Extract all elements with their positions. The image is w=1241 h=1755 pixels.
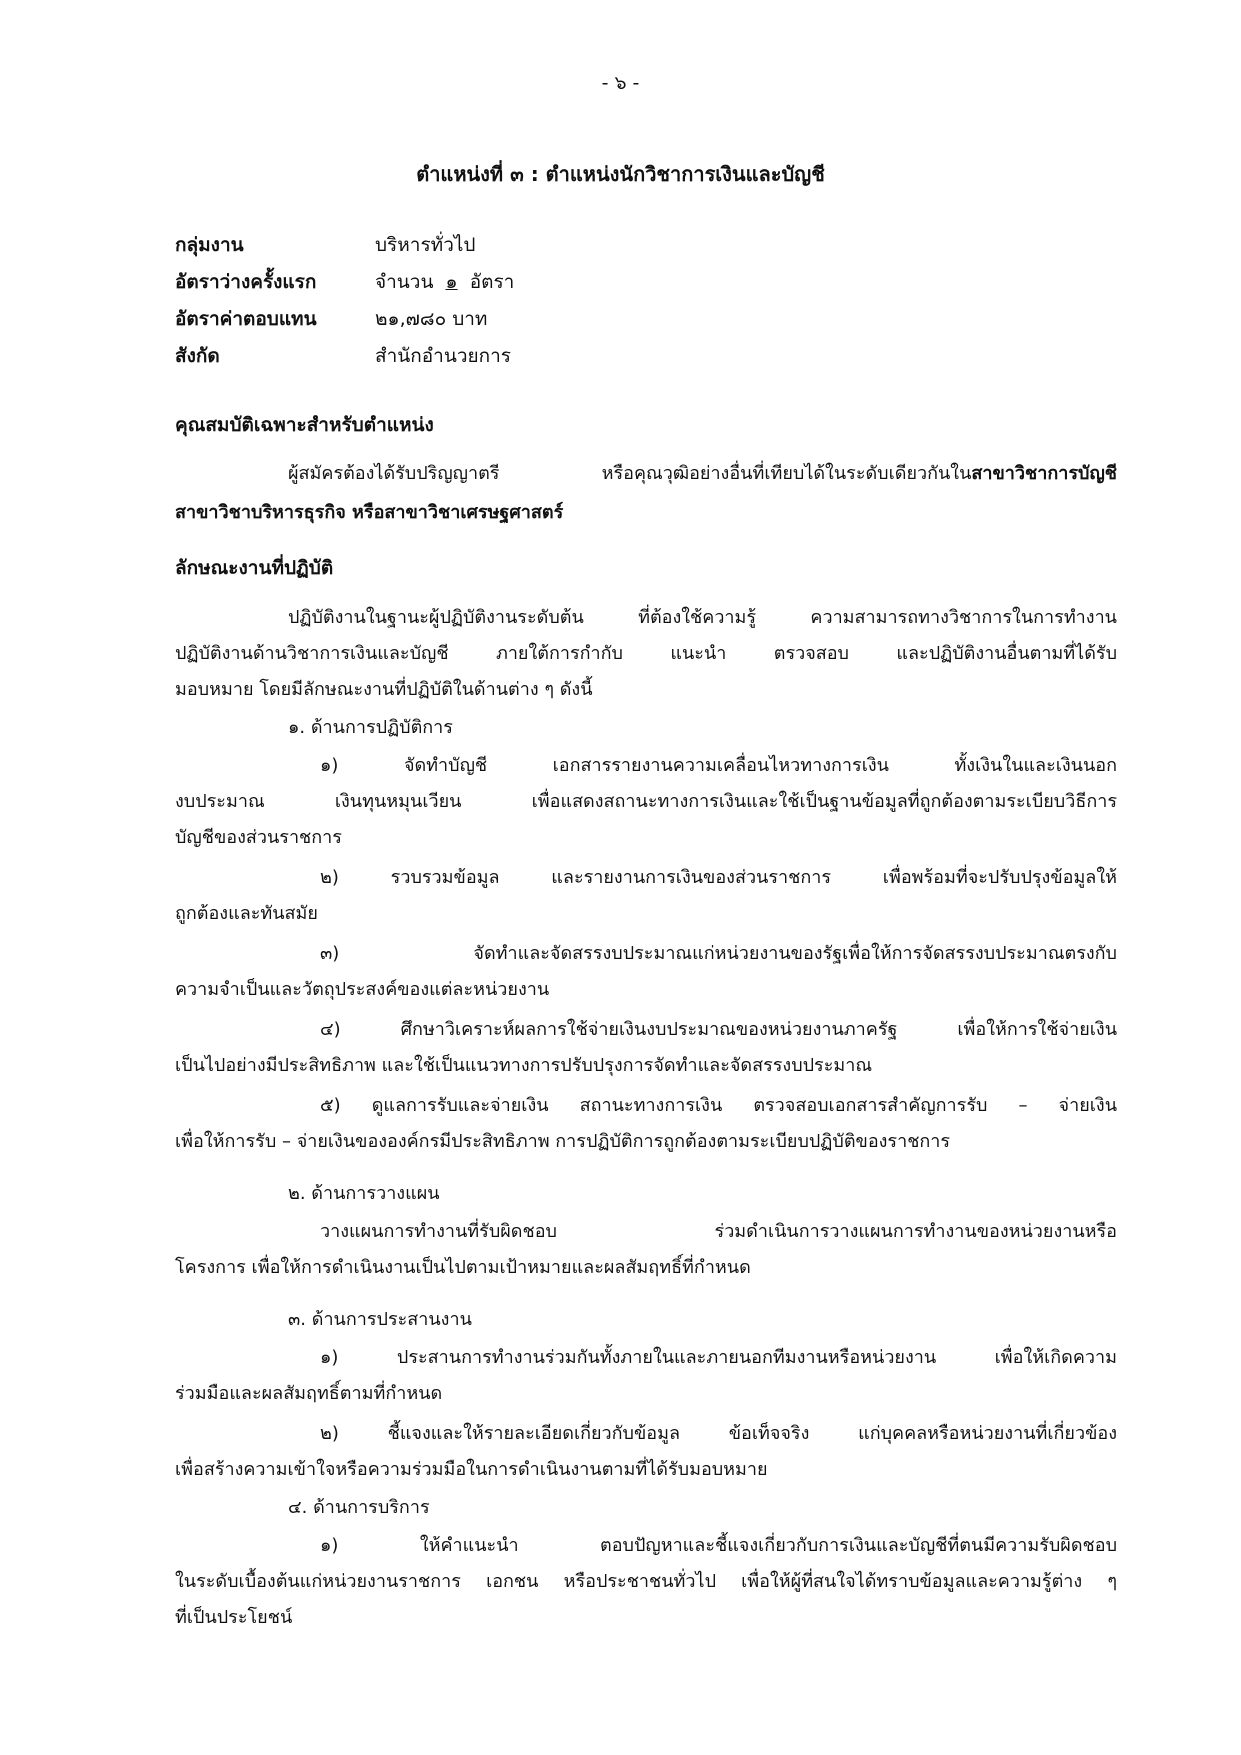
- section-1-item-3-line-2: ความจำเป็นและวัตถุประสงค์ของแต่ละหน่วยงาน: [175, 979, 550, 1000]
- salary-label: อัตราค่าตอบแทน: [175, 308, 317, 330]
- vacancy-label: อัตราว่างครั้งแรก: [175, 271, 317, 293]
- section-1-item-2-line-2: ถูกต้องและทันสมัย: [175, 903, 318, 924]
- vacancy-count: ๑: [445, 271, 458, 293]
- page-number: - ๖ -: [601, 72, 640, 94]
- vacancy-prefix: จำนวน: [375, 271, 434, 293]
- section-3-item-1-line-1: ๑) ประสานการทำงานร่วมกันทั้งภายในและภายนอกทีมงานหรือหน่วยงาน เพื่อให้เกิดความ: [320, 1347, 1117, 1368]
- info-row-unit: [175, 341, 511, 371]
- section-1-item-2-line-1: ๒) รวบรวมข้อมูล และรายงานการเงินของส่วนราชการ เพื่อพร้อมที่จะปรับปรุงข้อมูลให้: [320, 867, 1117, 888]
- qualifications-major-2: สาขาวิชาบริหารธุรกิจ หรือสาขาวิชาเศรษฐศาสตร์: [175, 502, 564, 523]
- info-row-salary: [175, 304, 487, 334]
- section-1-item-4-line-1: ๔) ศึกษาวิเคราะห์ผลการใช้จ่ายเงินงบประมาณของหน่วยงานภาครัฐ เพื่อให้การใช้จ่ายเงิน: [320, 1019, 1117, 1040]
- salary-value: ๒๑,๗๘๐ บาท: [375, 308, 488, 330]
- section-2-line-2: โครงการ เพื่อให้การดำเนินงานเป็นไปตามเป้าหมายและผลสัมฤทธิ์ที่กำหนด: [175, 1257, 751, 1278]
- group-label: กลุ่มงาน: [175, 234, 244, 256]
- section-1-item-1-line-1: ๑) จัดทำบัญชี เอกสารรายงานความเคลื่อนไหวทางการเงิน ทั้งเงินในและเงินนอก: [320, 755, 1117, 776]
- vacancy-value: [375, 271, 514, 293]
- section-4-item-1-line-2: ในระดับเบื้องต้นแก่หน่วยงานราชการ เอกชน หรือประชาชนทั่วไป เพื่อให้ผู้ที่สนใจได้ทราบข้อมูลและความรู้ต่าง ๆ: [175, 1571, 1117, 1592]
- qualifications-text: ผู้สมัครต้องได้รับปริญญาตรี หรือคุณวุฒิอย่างอื่นที่เทียบได้ในระดับเดียวกันใน: [288, 463, 972, 484]
- section-3-item-2-line-1: ๒) ชี้แจงและให้รายละเอียดเกี่ยวกับข้อมูล ข้อเท็จจริง แก่บุคคลหรือหน่วยงานที่เกี่ยวข้อง: [320, 1423, 1117, 1444]
- section-1-title: ๑. ด้านการปฏิบัติการ: [288, 717, 453, 738]
- duties-heading: ลักษณะงานที่ปฏิบัติ: [175, 557, 334, 579]
- section-1-item-3-line-1: ๓) จัดทำและจัดสรรงบประมาณแก่หน่วยงานของรัฐเพื่อให้การจัดสรรงบประมาณตรงกับ: [320, 943, 1117, 964]
- unit-value: สำนักอำนวยการ: [375, 345, 512, 367]
- section-1-item-4-line-2: เป็นไปอย่างมีประสิทธิภาพ และใช้เป็นแนวทางการปรับปรุงการจัดทำและจัดสรรงบประมาณ: [175, 1055, 873, 1076]
- duties-intro-2: ปฏิบัติงานด้านวิชาการเงินและบัญชี ภายใต้การกำกับ แนะนำ ตรวจสอบ และปฏิบัติงานอื่นตามที่ได้รับ: [175, 643, 1117, 664]
- duties-intro-3: มอบหมาย โดยมีลักษณะงานที่ปฏิบัติในด้านต่าง ๆ ดังนี้: [175, 679, 593, 700]
- group-value: บริหารทั่วไป: [375, 234, 476, 256]
- section-3-item-2-line-2: เพื่อสร้างความเข้าใจหรือความร่วมมือในการดำเนินงานตามที่ได้รับมอบหมาย: [175, 1459, 768, 1480]
- section-3-item-1-line-2: ร่วมมือและผลสัมฤทธิ์ตามที่กำหนด: [175, 1383, 443, 1404]
- section-1-item-1-line-2: งบประมาณ เงินทุนหมุนเวียน เพื่อแสดงสถานะทางการเงินและใช้เป็นฐานข้อมูลที่ถูกต้องตามระเบียบวิธีการ: [175, 791, 1117, 812]
- qualifications-major-1: สาขาวิชาการบัญชี: [971, 463, 1117, 484]
- section-2-title: ๒. ด้านการวางแผน: [288, 1183, 440, 1204]
- qualifications-heading: คุณสมบัติเฉพาะสำหรับตำแหน่ง: [175, 414, 434, 436]
- section-2-line-1: วางแผนการทำงานที่รับผิดชอบ ร่วมดำเนินการวางแผนการทำงานของหน่วยงานหรือ: [320, 1221, 1117, 1242]
- section-4-item-1-line-1: ๑) ให้คำแนะนำ ตอบปัญหาและชี้แจงเกี่ยวกับการเงินและบัญชีที่ตนมีความรับผิดชอบ: [320, 1535, 1117, 1556]
- position-title: ตำแหน่งที่ ๓ : ตำแหน่งนักวิชาการเงินและบัญชี: [416, 162, 825, 186]
- info-row-vacancy: [175, 267, 514, 297]
- vacancy-suffix: อัตรา: [469, 271, 515, 293]
- unit-label: สังกัด: [175, 345, 220, 367]
- section-1-item-5-line-2: เพื่อให้การรับ – จ่ายเงินขององค์กรมีประสิทธิภาพ การปฏิบัติการถูกต้องตามระเบียบปฏิบัติของราชการ: [175, 1131, 951, 1152]
- info-row-group: [175, 230, 475, 260]
- qualifications-line-2: [175, 497, 563, 526]
- section-1-item-1-line-3: บัญชีของส่วนราชการ: [175, 827, 342, 848]
- duties-intro-1: ปฏิบัติงานในฐานะผู้ปฏิบัติงานระดับต้น ที่ต้องใช้ความรู้ ความสามารถทางวิชาการในการทำงาน: [288, 607, 1117, 628]
- section-3-title: ๓. ด้านการประสานงาน: [288, 1309, 472, 1330]
- section-4-item-1-line-3: ที่เป็นประโยชน์: [175, 1607, 293, 1628]
- section-1-item-5-line-1: ๕) ดูแลการรับและจ่ายเงิน สถานะทางการเงิน ตรวจสอบเอกสารสำคัญการรับ – จ่ายเงิน: [320, 1095, 1117, 1116]
- section-4-title: ๔. ด้านการบริการ: [288, 1497, 430, 1518]
- qualifications-line-1: [288, 458, 1117, 487]
